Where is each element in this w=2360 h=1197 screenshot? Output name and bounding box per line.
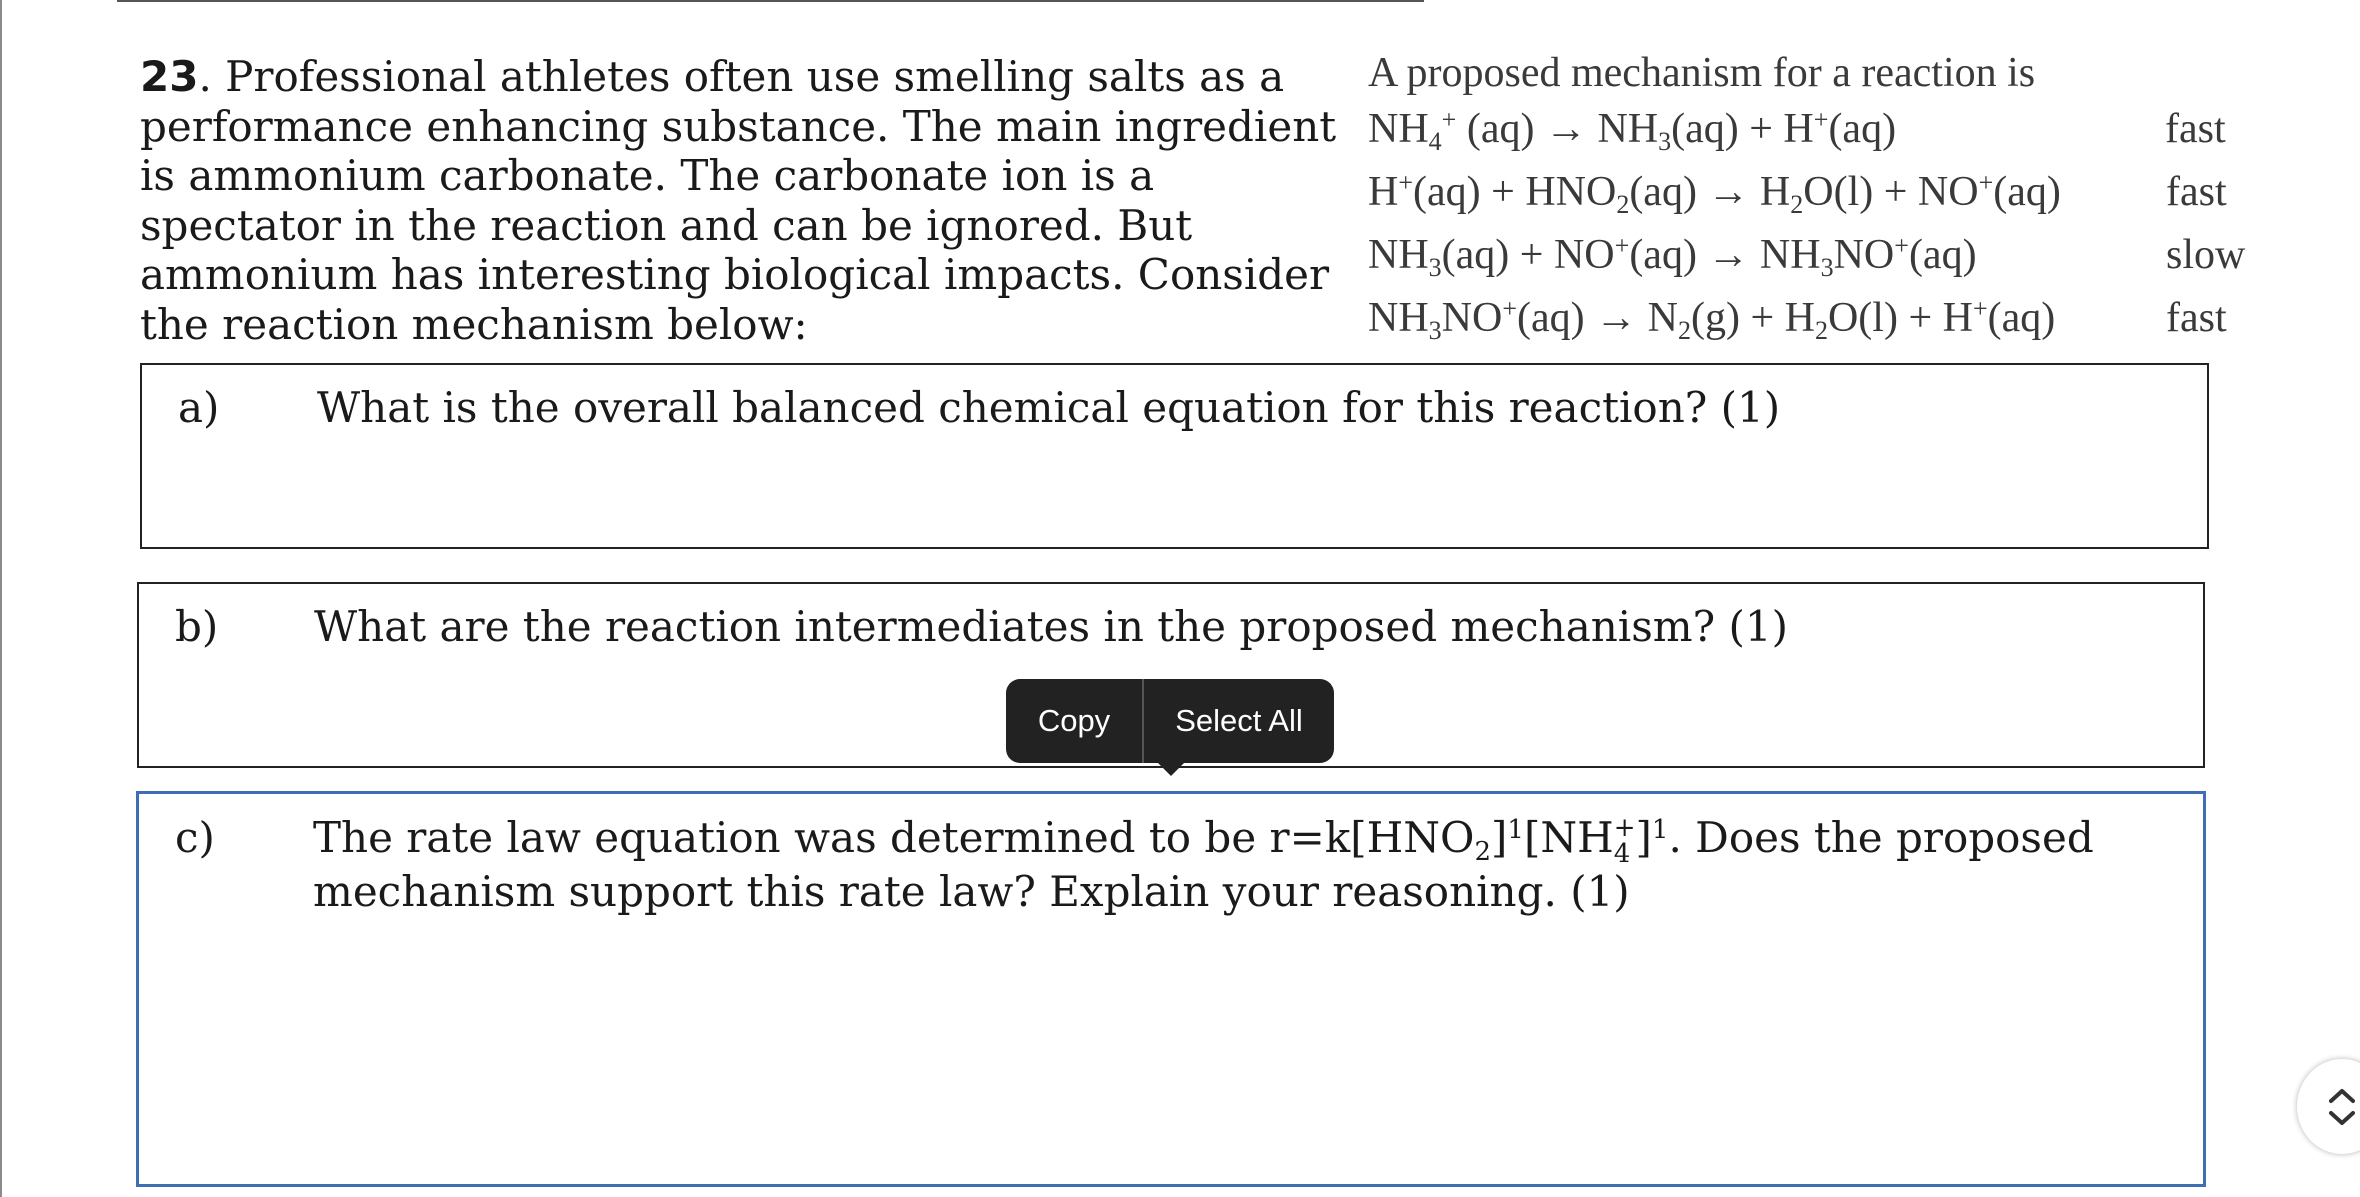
copy-menu-item[interactable]: Copy bbox=[1037, 703, 1111, 738]
chevron-up-down-icon bbox=[2319, 1079, 2360, 1135]
mechanism-heading: A proposed mechanism for a reaction is bbox=[1368, 50, 2036, 96]
mechanism-step-3 bbox=[1368, 224, 2268, 287]
part-c-answer-box[interactable] bbox=[136, 791, 2206, 1187]
text-context-menu bbox=[1006, 679, 1334, 763]
page-top-rule bbox=[117, 0, 1424, 2]
part-c-question-line-1: The rate law equation was determined to be $r=k[HNO_2]^1[NH$ + 4 ]$^1$. Does the proposed bbox=[313, 813, 2094, 869]
mechanism-step-2-rate: fast bbox=[2166, 169, 2227, 215]
mechanism-step-1-equation: $NH_4^+$ $(aq) \to NH_3(aq) + H^+(aq)$ bbox=[1368, 105, 1897, 156]
select-all-menu-item[interactable]: Select All bbox=[1175, 703, 1303, 738]
part-a-letter: a) bbox=[178, 383, 220, 432]
mechanism-step-2-equation: $H^+(aq) + HNO_2(aq) \to H_2O(l) + NO^+(aq)$ bbox=[1368, 168, 2061, 219]
mechanism-step-2 bbox=[1368, 161, 2268, 224]
context-menu-pointer bbox=[1157, 762, 1185, 776]
page-left-edge bbox=[0, 0, 2, 1197]
part-c-question bbox=[313, 813, 2173, 917]
mechanism-step-4-equation: $NH_3NO^+(aq) \to N_2(g) + H_2O(l) + H^+(aq)$ bbox=[1368, 294, 2056, 345]
question-intro bbox=[140, 52, 1340, 349]
mechanism-step-1-rate: fast bbox=[2165, 106, 2226, 152]
page-scroll-button[interactable] bbox=[2297, 1059, 2360, 1154]
mechanism-step-3-equation: $NH_3(aq) + NO^+(aq) \to NH_3NO^+(aq)$ bbox=[1368, 231, 1977, 282]
mechanism-step-4 bbox=[1368, 287, 2268, 350]
part-a-answer-box[interactable] bbox=[140, 363, 2209, 549]
question-number: 23 bbox=[140, 52, 199, 101]
mechanism-step-4-rate: fast bbox=[2166, 295, 2227, 341]
part-c-letter: c) bbox=[175, 813, 215, 862]
mechanism-step-1 bbox=[1368, 98, 2268, 161]
part-a-question: What is the overall balanced chemical equation for this reaction? (1) bbox=[317, 383, 1781, 432]
mechanism-step-3-rate: slow bbox=[2166, 232, 2246, 278]
part-c-question-line-2: mechanism support this rate law? Explain your reasoning. (1) bbox=[313, 867, 1630, 916]
mechanism-block bbox=[1368, 48, 2268, 350]
part-b-question: What are the reaction intermediates in the proposed mechanism? (1) bbox=[314, 602, 1788, 651]
part-b-letter: b) bbox=[175, 602, 219, 651]
question-intro-text: . Professional athletes often use smelling salts as a performance enhancing substance. The main ingredient is ammonium carbonate. The carbonate ion is a spectator in the reaction and can be ignored. But ammonium has interesting biological impacts. Consider the reaction mechanism below: bbox=[140, 52, 1337, 349]
